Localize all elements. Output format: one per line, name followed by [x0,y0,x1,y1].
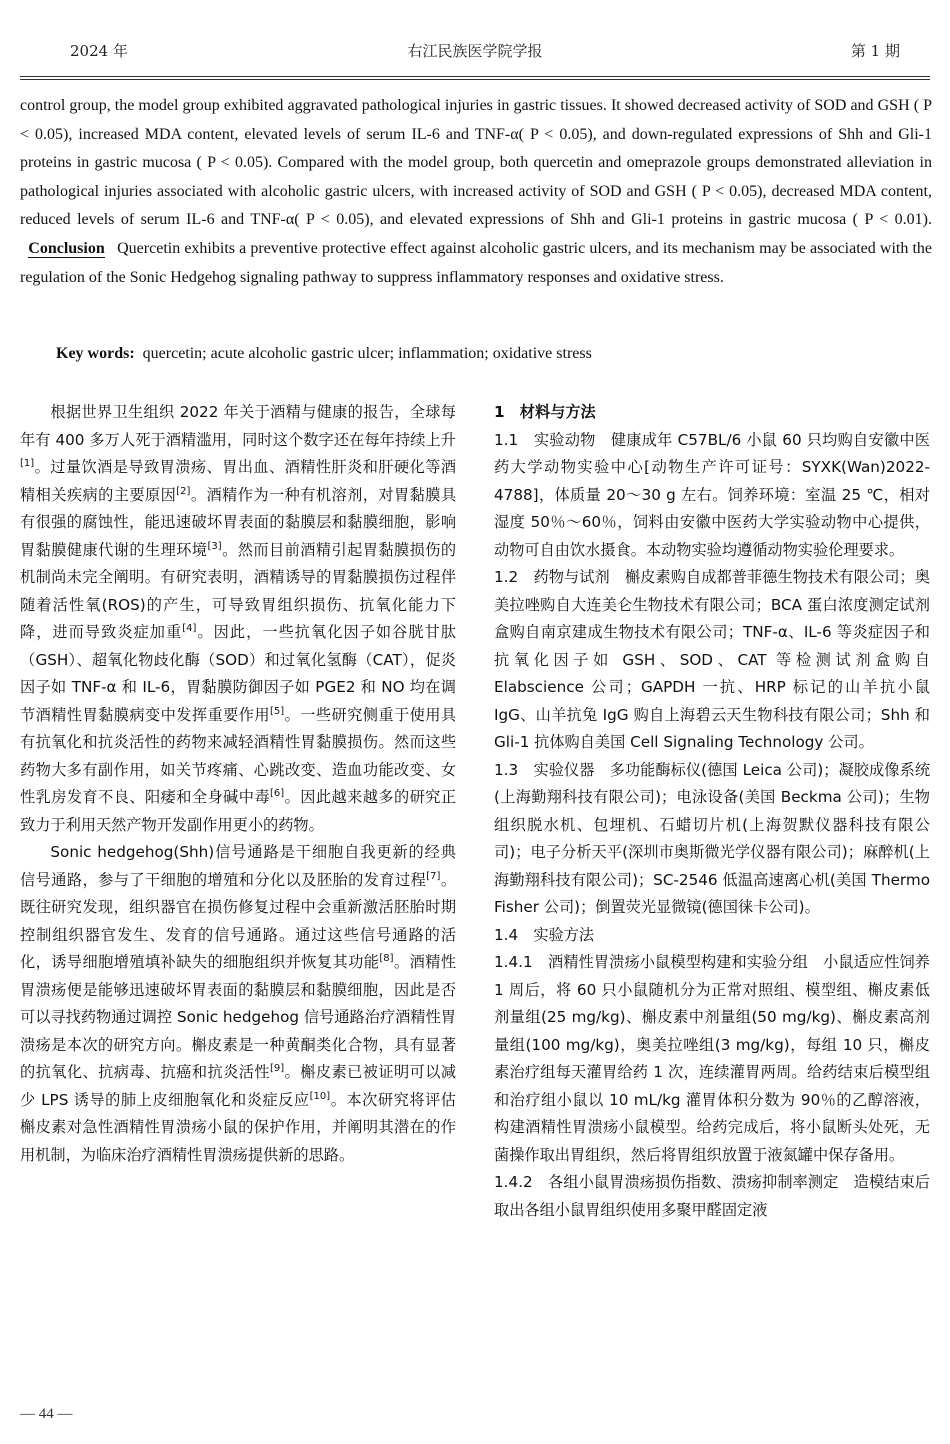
keywords-text: quercetin; acute alcoholic gastric ulcer; inflammation; oxidative stress [142,345,592,362]
intro-paragraph-1: 根据世界卫生组织 2022 年关于酒精与健康的报告，全球每年有 400 多万人死于酒精滥用，同时这个数字还在每年持续上升[1]。过量饮酒是导致胃溃疡、胃出血、酒精性肝炎和肝硬化等酒精相关疾病的主要原因[2]。酒精作为一种有机溶剂，对胃黏膜具有很强的腐蚀性，能迅速破坏胃表面的黏膜层和黏膜细胞，影响胃黏膜健康代谢的生理环境[3]。然而目前酒精引起胃黏膜损伤的机制尚未完全阐明。有研究表明，酒精诱导的胃黏膜损伤过程伴随着活性氧(ROS)的产生，可导致胃组织损伤、抗氧化能力下降，进而导致炎症加重[4]。因此，一些抗氧化因子如谷胱甘肽（GSH）、超氧化物歧化酶（SOD）和过氧化氢酶（CAT），促炎因子如 TNF-α 和 IL-6，胃黏膜防御因子如 PGE2 和 NO 均在调节酒精性胃黏膜病变中发挥重要作用[5]。一些研究侧重于使用具有抗氧化和抗炎活性的药物来减轻酒精性胃黏膜损伤。然而这些药物大多有副作用，如关节疼痛、心跳改变、造血功能改变、女性乳房发育不良、阳痿和全身碱中毒[6]。因此越来越多的研究正致力于利用天然产物开发副作用更小的药物。 [20,403,457,834]
header-issue: 第 1 期 [850,42,900,60]
citation-ref: [6] [269,788,285,799]
abstract-results-text: control group, the model group exhibited aggravated pathological injuries in gastric tissues. It showed decreased activity of SOD and GSH ( P < 0.05), increased MDA content, elevated levels of serum IL-6 and TNF-α( P < 0.05), and down-regulated expressions of Shh and Gli-1 proteins in gastric mucosa ( P < 0.05). Compared with the model group, both quercetin and omeprazole groups demonstrated alleviation in pathological injuries associated with alcoholic gastric ulcers, with increased activity of SOD and GSH ( P < 0.05), decreased MDA content, reduced levels of serum IL-6 and TNF-α( P < 0.05), and elevated expressions of Shh and Gli-1 proteins in gastric mucosa ( P < 0.01). [20,97,932,229]
keywords-label: Key words: [56,345,135,362]
citation-ref: [9] [269,1063,285,1074]
subsection-heading: 1.4.1 酒精性胃溃疡小鼠模型构建和实验分组 [494,953,808,971]
citation-ref: [2] [176,485,191,497]
intro-paragraph-2: Sonic hedgehog(Shh)信号通路是干细胞自我更新的经典信号通路，参与了干细胞的增殖和分化以及胚胎的发育过程[7]。既往研究发现，组织器官在损伤修复过程中会重新激活胚胎时期控制组织器官发生、发育的信号通路。通过这些信号通路的活化，诱导细胞增殖填补缺失的细胞组织并恢复其功能[8]。酒精性胃溃疡便是能够迅速破坏胃表面的黏膜层和黏膜细胞，因此是否可以寻找药物通过调控 Sonic hedgehog 信号通路治疗酒精性胃溃疡是本次的研究方向。槲皮素是一种黄酮类化合物，具有显著的抗氧化、抗病毒、抗癌和抗炎活性[9]。槲皮素已被证明可以减少 LPS 诱导的肺上皮细胞氧化和炎症反应[10]。本次研究将评估槲皮素对急性酒精性胃溃疡小鼠的保护作用，并阐明其潜在的作用机制，为临床治疗酒精性胃溃疡提供新的思路。 [20,843,457,1164]
citation-ref: [10] [309,1090,331,1102]
subsection-animals: 1.1 实验动物 健康成年 C57BL/6 小鼠 60 只均购自安徽中医药大学动物实验中心[动物生产许可证号：SYXK(Wan)2022-4788]，体质量 20～30 g 左右。饲养环境：室温 25 ℃，相对湿度 50％～60％，饲料由安徽中医药大学实验动物中心提供，动物可自由饮水摄食。本动物实验均遵循动物实验伦理要求。 [494,430,930,559]
subsection-methods-heading: 1.4 实验方法 [494,925,595,944]
abstract-conclusion-label: Conclusion [28,239,105,257]
subsection-instruments: 1.3 实验仪器 多功能酶标仪(德国 Leica 公司)；凝胶成像系统(上海勤翔科技有限公司)；电泳设备(美国 Beckma 公司)；生物组织脱水机、包埋机、石蜡切片机(上海贺默仪器科技有限公司)；电子分析天平(深圳市奥斯微光学仪器有限公司)；麻醉机(上海勤翔科技有限公司)；SC-2546 低温高速离心机(美国 Thermo Fisher 公司)；倒置荧光显微镜(德国徕卡公司)。 [494,760,931,916]
header-year: 2024 年 [70,42,128,60]
subsection-reagents: 1.2 药物与试剂 槲皮素购自成都普菲德生物技术有限公司；奥美拉唑购自大连美仑生物技术有限公司；BCA 蛋白浓度测定试剂盒购自南京建成生物技术有限公司；TNF-α、IL-6 等炎症因子和抗氧化因子如 GSH、SOD、CAT 等检测试剂盒购自 Elabscience 公司；GAPDH 一抗、HRP 标记的山羊抗小鼠 IgG、山羊抗兔 IgG 购自上海碧云天生物科技有限公司；Shh 和 Gli-1 抗体购自美国 Cell Signaling Technology 公司。 [494,568,931,751]
english-abstract [20,92,932,292]
citation-ref: [8] [379,953,394,964]
citation-ref: [4] [182,623,197,634]
subsection-heading: 1.2 药物与试剂 [494,568,610,586]
section-heading-methods: 1 材料与方法 [494,403,596,421]
abstract-conclusion-text: Quercetin exhibits a preventive protective effect against alcoholic gastric ulcers, and its mechanism may be associated with the regulation of the Sonic Hedgehog signaling pathway to suppress inflammatory responses and oxidative stress. [20,239,933,286]
header-journal-title: 右江民族医学院学报 [407,42,543,60]
citation-ref: [5] [269,705,285,717]
page-number: — 44 — [20,1406,73,1422]
subsection-heading: 1.1 实验动物 [494,430,596,449]
subsection-heading: 1.3 实验仪器 [494,760,595,779]
header-rule-top [20,76,930,77]
subsection-ulcer-index: 1.4.2 各组小鼠胃溃疡损伤指数、溃疡抑制率测定 造模结束后取出各组小鼠胃组织使用多聚甲醛固定液 [494,1173,930,1219]
citation-ref: [7] [426,870,441,882]
keywords-line [56,345,936,363]
header-rule-bottom [20,79,930,80]
citation-ref: [1] [20,458,35,469]
citation-ref: [3] [207,540,222,552]
right-column [494,399,930,1224]
left-column [20,399,456,1169]
subsection-heading: 1.4.2 各组小鼠胃溃疡损伤指数、溃疡抑制率测定 [494,1173,839,1191]
subsection-model-construction: 1.4.1 酒精性胃溃疡小鼠模型构建和实验分组 小鼠适应性饲养 1 周后，将 60 只小鼠随机分为正常对照组、模型组、槲皮素低剂量组(25 mg/kg)、槲皮素中剂量组(50 mg/kg)、槲皮素高剂量组(100 mg/kg)，奥美拉唑组(3 mg/kg)，每组 10 只，槲皮素治疗组每天灌胃给药 1 次，连续灌胃两周。给药结束后模型组和治疗组小鼠以 10 mL/kg 灌胃体积分数为 90％的乙醇溶液，构建酒精性胃溃疡小鼠模型。给药完成后，将小鼠断头处死，无菌操作取出胃组织，然后将胃组织放置于液氮罐中保存备用。 [494,953,930,1164]
running-header [20,40,930,66]
